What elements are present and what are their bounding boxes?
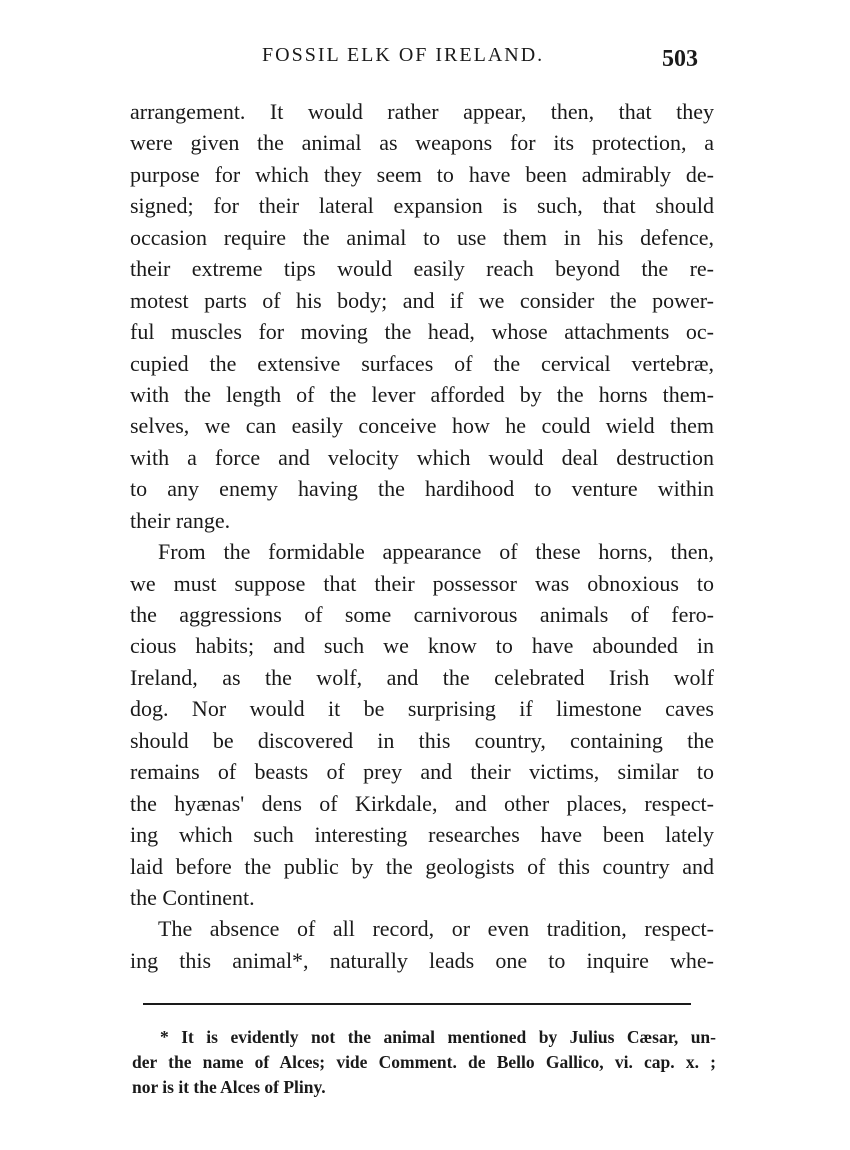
text-line: dog. Nor would it be surprising if limestone caves xyxy=(130,696,714,722)
page-number: 503 xyxy=(662,46,698,72)
body-text xyxy=(130,96,714,976)
text-line: their range. xyxy=(130,507,231,533)
text-line: ing which such interesting researches have been lately xyxy=(130,822,714,848)
text-line: should be discovered in this country, containing the xyxy=(130,727,714,753)
text-line: we must suppose that their possessor was obnoxious to xyxy=(130,570,714,596)
running-title: FOSSIL ELK OF IRELAND. xyxy=(262,44,545,66)
paragraph-start-line: From the formidable appearance of these horns, then, xyxy=(158,539,714,565)
text-line: the Continent. xyxy=(130,884,255,910)
text-line: were given the animal as weapons for its protection, a xyxy=(130,130,714,156)
text-line: ful muscles for moving the head, whose attachments oc- xyxy=(130,319,714,345)
text-line: the aggressions of some carnivorous animals of fero- xyxy=(130,602,714,627)
text-line: arrangement. It would rather appear, then, that they xyxy=(130,99,714,124)
text-line: cupied the extensive surfaces of the cervical vertebræ, xyxy=(130,350,714,376)
text-line: occasion require the animal to use them in his defence, xyxy=(130,224,714,250)
text-line: the hyænas' dens of Kirkdale, and other places, respect- xyxy=(130,790,714,816)
text-line: cious habits; and such we know to have abounded in xyxy=(130,633,714,659)
footnote-line: * It is evidently not the animal mentioned by Julius Cæsar, un- xyxy=(160,1027,716,1047)
text-line: remains of beasts of prey and their victims, similar to xyxy=(130,759,714,785)
text-line: with the length of the lever afforded by the horns them- xyxy=(130,381,714,407)
text-line: ing this animal*, naturally leads one to inquire whe- xyxy=(130,947,714,973)
text-line: purpose for which they seem to have been admirably de- xyxy=(130,161,714,187)
text-line: selves, we can easily conceive how he could wield them xyxy=(130,413,714,439)
text-line: to any enemy having the hardihood to venture within xyxy=(130,476,714,502)
text-line: Ireland, as the wolf, and the celebrated Irish wolf xyxy=(130,664,714,690)
text-line: laid before the public by the geologists of this country and xyxy=(130,853,714,879)
footnote-line: der the name of Alces; vide Comment. de Bello Gallico, vi. cap. x. ; xyxy=(132,1052,716,1072)
paragraph-start-line: The absence of all record, or even tradition, respect- xyxy=(158,916,714,942)
text-line: with a force and velocity which would deal destruction xyxy=(130,444,714,470)
text-line: signed; for their lateral expansion is such, that should xyxy=(130,193,714,219)
footnote xyxy=(132,1025,716,1100)
footnote-divider xyxy=(143,1003,691,1005)
page-header xyxy=(262,44,712,78)
footnote-line: nor is it the Alces of Pliny. xyxy=(132,1077,326,1097)
text-line: their extreme tips would easily reach beyond the re- xyxy=(130,256,714,282)
text-line: motest parts of his body; and if we consider the power- xyxy=(130,287,714,313)
